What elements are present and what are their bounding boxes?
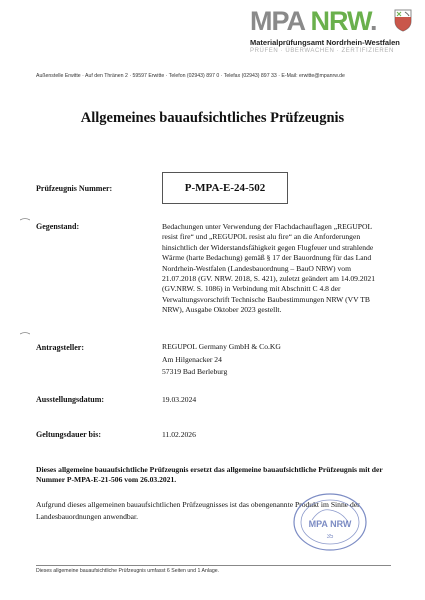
applicant-line: REGUPOL Germany GmbH & Co.KG — [162, 342, 281, 351]
issue-date-value: 19.03.2024 — [162, 395, 197, 404]
applicability-notice: Aufgrund dieses allgemeinen bauaufsichtlichen Prüfzeugnisses ist das obengenannte Produkt im Sinne der Landesbauordnungen anwendbar. — [36, 500, 360, 521]
issue-date-label: Ausstellungsdatum: — [36, 395, 105, 404]
nrw-crest-icon — [393, 8, 413, 32]
margin-mark — [20, 208, 30, 212]
certificate-number-box — [162, 172, 288, 204]
applicant-line: Am Hilgenacker 24 — [162, 354, 222, 364]
sender-address-line: Außenstelle Erwitte · Auf den Thränen 2 · 59597 Erwitte · Telefon (02943) 897 0 · Telefax (02943) 897 33 · E-Mail: erwitte@mpanrw.de — [36, 73, 345, 79]
applicant-line: 57319 Bad Berleburg — [162, 367, 228, 376]
validity-label: Geltungsdauer bis: — [36, 430, 101, 439]
stamp-number: 35 — [326, 534, 334, 540]
footer-divider — [36, 565, 391, 566]
certificate-number-label: Prüfzeugnis Nummer: — [36, 184, 113, 193]
logo-nrw-text: NRW — [310, 6, 371, 36]
logo-mpa-text: MPA — [250, 6, 304, 36]
footer-text: Dieses allgemeine bauaufsichtliche Prüfzeugnis umfasst 6 Seiten und 1 Anlage. — [36, 568, 220, 574]
applicant-address — [162, 341, 387, 379]
logo-tagline: PRÜFEN · ÜBERWACHEN · ZERTIFIZIEREN — [250, 48, 394, 54]
applicant-label: Antragsteller: — [36, 343, 84, 352]
logo-subtitle: Materialprüfungsamt Nordrhein-Westfalen — [250, 38, 400, 47]
official-stamp — [290, 490, 370, 554]
stamp-text: MPA NRW — [308, 519, 352, 529]
page-title: Allgemeines bauaufsichtliches Prüfzeugnis — [80, 110, 345, 126]
margin-mark — [20, 322, 30, 326]
subject-value: Bedachungen unter Verwendung der Flachdachauflagen „REGUPOL resist fire“ und „REGUPOL resist alu fire“ an die Anforderungen hinsichtlich der Widerstandsfähigkeit gegen Flugfeuer und strahlende Wärme (harte Bedachung) gemäß § 17 der Bauordnung für das Land Nordrhein-Westfalen (Landesbauordnung – BauO NRW) vom 21.07.2018 (GV. NRW. 2018, S. 421), zuletzt geändert am 14.09.2021 (GV.NRW. S. 1086) in Verbindung mit Abschnitt C 4.8 der Verwaltungsvorschrift Technische Baubestimmungen NRW (VV TB NRW), Ausgabe Oktober 2023 gestellt. — [162, 222, 376, 315]
logo-dot: . — [370, 6, 377, 36]
validity-value: 11.02.2026 — [162, 430, 196, 439]
mpa-nrw-logo — [250, 6, 415, 62]
replacement-notice: Dieses allgemeine bauaufsichtliche Prüfzeugnis ersetzt das allgemeine bauaufsichtliche Prüfzeugnis mit der Nummer P-MPA-E-21-506 vom 26.03.2021. — [36, 465, 383, 485]
certificate-number-value: P-MPA-E-24-502 — [184, 182, 266, 194]
logo-wordmark — [250, 6, 377, 36]
subject-label: Gegenstand: — [36, 222, 80, 231]
